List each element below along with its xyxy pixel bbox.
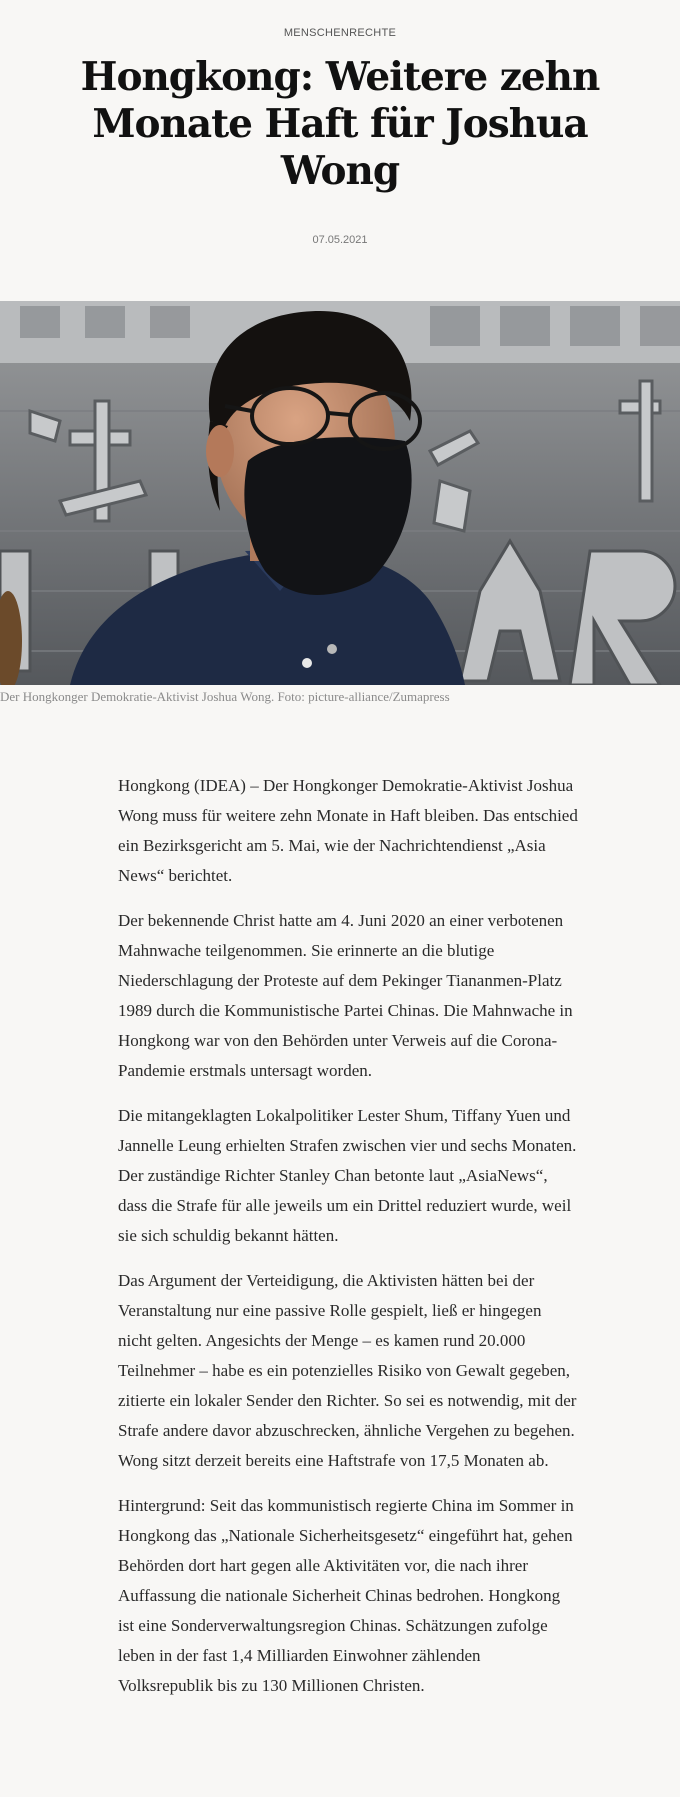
article-paragraph: Die mitangeklagten Lokalpolitiker Lester Shum, Tiffany Yuen und Jannelle Leung erhielten Strafen zwischen vier und sechs Monaten. Der zuständige Richter Stanley Chan betonte laut „AsiaNews“, dass die Strafe für alle jeweils um ein Drittel reduziert wurde, weil sie sich schuldig bekannt hätten. — [118, 1106, 577, 1245]
article-paragraph: Hintergrund: Seit das kommunistisch regierte China im Sommer in Hongkong das „Nationale Sicherheitsgesetz“ eingeführt hat, gehen Behörden dort hart gegen alle Aktivitäten vor, die nach ihrer Auffassung die nationale Sicherheit Chinas bedrohen. Hongkong ist eine Sonderverwaltungsregion Chinas. Schätzungen zufolge leben in der fast 1,4 Milliarden Einwohner zählenden Volksrepublik bis zu 130 Millionen Christen. — [118, 1496, 574, 1695]
photo-caption: Der Hongkonger Demokratie-Aktivist Joshua Wong. Foto: picture-alliance/Zumapress — [0, 689, 450, 704]
article-title: Hongkong: Weitere zehn Monate Haft für Joshua Wong — [80, 54, 600, 194]
article-body — [118, 771, 578, 1716]
category-label[interactable]: MENSCHENRECHTE — [283, 27, 397, 39]
publish-date: 07.05.2021 — [312, 234, 368, 246]
hero-photo — [0, 301, 680, 685]
article-paragraph: Das Argument der Verteidigung, die Aktivisten hätten bei der Veranstaltung nur eine passive Rolle gespielt, ließ er hingegen nicht gelten. Angesichts der Menge – es kamen rund 20.000 Teilnehmer – habe es ein potenzielles Risiko von Gewalt gegeben, zitierte ein lokaler Sender den Richter. So sei es notwendig, mit der Strafe andere davor abzuschrecken, ähnliche Vergehen zu begehen. Wong sitzt derzeit bereits eine Haftstrafe von 17,5 Monaten ab. — [118, 1271, 577, 1470]
article-header — [0, 0, 680, 247]
article-paragraph: Hongkong (IDEA) – Der Hongkonger Demokratie-Aktivist Joshua Wong muss für weitere zehn Monate in Haft bleiben. Das entschied ein Bezirksgericht am 5. Mai, wie der Nachrichtendienst „Asia News“ berichtet. — [118, 776, 578, 885]
article-paragraph: Der bekennende Christ hatte am 4. Juni 2020 an einer verbotenen Mahnwache teilgenommen. Sie erinnerte an die blutige Niederschlagung der Proteste auf dem Pekinger Tiananmen-Platz 1989 durch die Kommunistische Partei Chinas. Die Mahnwache in Hongkong war von den Behörden unter Verweis auf die Corona-Pandemie erstmals untersagt worden. — [118, 911, 573, 1080]
